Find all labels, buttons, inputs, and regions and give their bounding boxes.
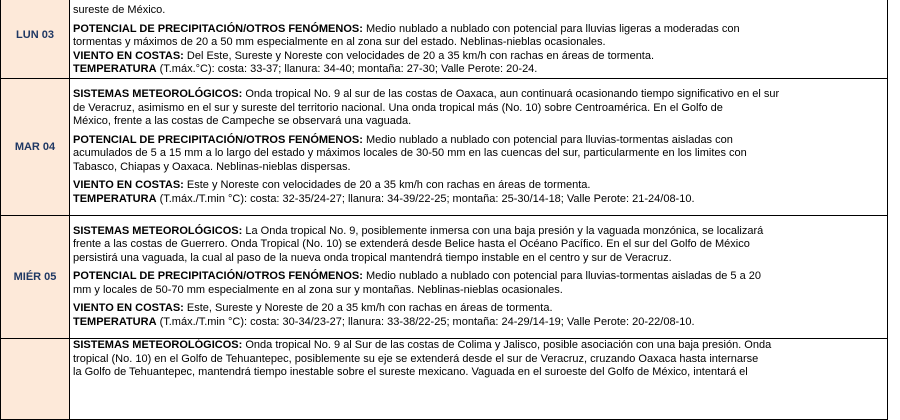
sistemas-text: Onda tropical No. 9 al sur de las costas de Oaxaca, aun continuará ocasionando tiempo significativo en el sur — [245, 88, 780, 100]
temperatura-text: (T.máx.°C): costa: 33-37; llanura: 34-40; montaña: 27-30; Valle Perote: 20-24. — [159, 63, 538, 75]
forecast-content — [70, 216, 888, 339]
potencial-text: mm y locales de 50-70 mm especialmente en al zona sur y montañas. Neblinas-nieblas ocasionales. — [73, 283, 563, 296]
sistemas-label: SISTEMAS METEOROLÓGICOS: — [73, 224, 243, 237]
sistemas-text: la Golfo de Tehuantepec, mantendrá tiempo inestable sobre el sureste mexicano. Vaguada en el suroeste del Golfo de México, intentará el — [73, 366, 748, 378]
sistemas-text: México, frente a las costas de Campeche se observará una vaguada. — [73, 115, 412, 127]
potencial-text: Medio nublado a nublado con potencial para lluvias-tormentas aisladas de 5 a 20 — [365, 270, 761, 283]
temperatura-label: TEMPERATURA — [73, 63, 157, 75]
forecast-row-lun03 — [1, 0, 888, 79]
viento-label: VIENTO EN COSTAS: — [73, 49, 184, 62]
temperatura-label: TEMPERATURA — [73, 192, 157, 205]
forecast-row-mier05 — [1, 216, 888, 339]
sistemas-text: de Veracruz, asimismo en el sur y sureste del territorio nacional. Una onda tropical más (No. 10) sobre Centroamérica. En el Golfo de — [73, 101, 723, 114]
forecast-row-mar04 — [1, 79, 888, 216]
sistemas-label: SISTEMAS METEOROLÓGICOS: — [73, 339, 243, 351]
forecast-content — [70, 79, 888, 216]
temperatura-text: (T.máx./T.min °C): costa: 30-34/23-27; llanura: 33-38/22-25; montaña: 24-29/14-19; Valle Perote: 20-22/08-10. — [159, 315, 695, 328]
potencial-label: POTENCIAL DE PRECIPITACIÓN/OTROS FENÓMENOS: — [73, 22, 363, 35]
sistemas-text: La Onda tropical No. 9, posiblemente inmersa con una baja presión y la vaguada monzónica, se localizará — [245, 224, 764, 237]
viento-text: Del Este, Sureste y Noreste con velocidades de 20 a 35 km/h con rachas en áreas de tormenta. — [186, 49, 655, 62]
sistemas-text: persistirá una vaguada, la cual al paso de la nueva onda tropical mantendrá tiempo instable en el centro y sur de Veracruz. — [73, 251, 672, 264]
sistemas-text: frente a las costas de Guerrero. Onda Tropical (No. 10) se extenderá desde Belice hasta el Océano Pacífico. En el sur del Golfo de México — [73, 238, 750, 251]
potencial-label: POTENCIAL DE PRECIPITACIÓN/OTROS FENÓMENOS: — [73, 270, 363, 283]
day-cell: MAR 04 — [1, 79, 70, 216]
viento-text: Este, Sureste y Noreste de 20 a 35 km/h con rachas en áreas de tormenta. — [186, 302, 553, 315]
potencial-text: tormentas y máximos de 20 a 50 mm especialmente en al zona sur del estado. Neblinas-nieblas ocasionales. — [73, 36, 606, 48]
forecast-row-partial — [1, 339, 888, 420]
potencial-text: Tabasco, Chiapas y Oaxaca. Neblinas-nieblas dispersas. — [73, 160, 351, 173]
forecast-content — [70, 0, 888, 79]
day-cell — [1, 339, 70, 420]
day-cell: MIÉR 05 — [1, 216, 70, 339]
sistemas-text: tropical (No. 10) en el Golfo de Tehuantepec, posiblemente su eje se extenderá desde el sur de Veracruz, cruzando Oaxaca hasta internarse — [73, 352, 759, 365]
forecast-content — [70, 339, 888, 420]
day-cell: LUN 03 — [1, 0, 70, 79]
viento-label: VIENTO EN COSTAS: — [73, 302, 184, 315]
temperatura-label: TEMPERATURA — [73, 315, 157, 328]
sistemas-text: Onda tropical No. 9 al Sur de las costas de Colima y Jalisco, posible asociación con una baja presión. Onda — [245, 339, 772, 351]
viento-label: VIENTO EN COSTAS: — [73, 179, 184, 191]
sistemas-label: SISTEMAS METEOROLÓGICOS: — [73, 88, 243, 100]
viento-text: Este y Noreste con velocidades de 20 a 35 km/h con rachas en áreas de tormenta. — [186, 179, 591, 191]
potencial-text: Medio nublado a nublado con potencial para lluvias ligeras a moderadas con — [365, 22, 740, 35]
potencial-text: acumulados de 5 a 15 mm a lo largo del estado y máximos locales de 30-50 mm en las cuencas del sur, particularmente en los limites con — [73, 147, 747, 159]
potencial-text: Medio nublado a nublado con potencial para lluvias-tormentas aisladas con — [365, 133, 733, 146]
temperatura-text: (T.máx./T.min °C): costa: 32-35/24-27; llanura: 34-39/22-25; montaña: 25-30/14-18; Valle Perote: 21-24/08-10. — [159, 192, 695, 205]
sistemas-text: sureste de México. — [73, 4, 166, 16]
potencial-label: POTENCIAL DE PRECIPITACIÓN/OTROS FENÓMENOS: — [73, 133, 363, 146]
